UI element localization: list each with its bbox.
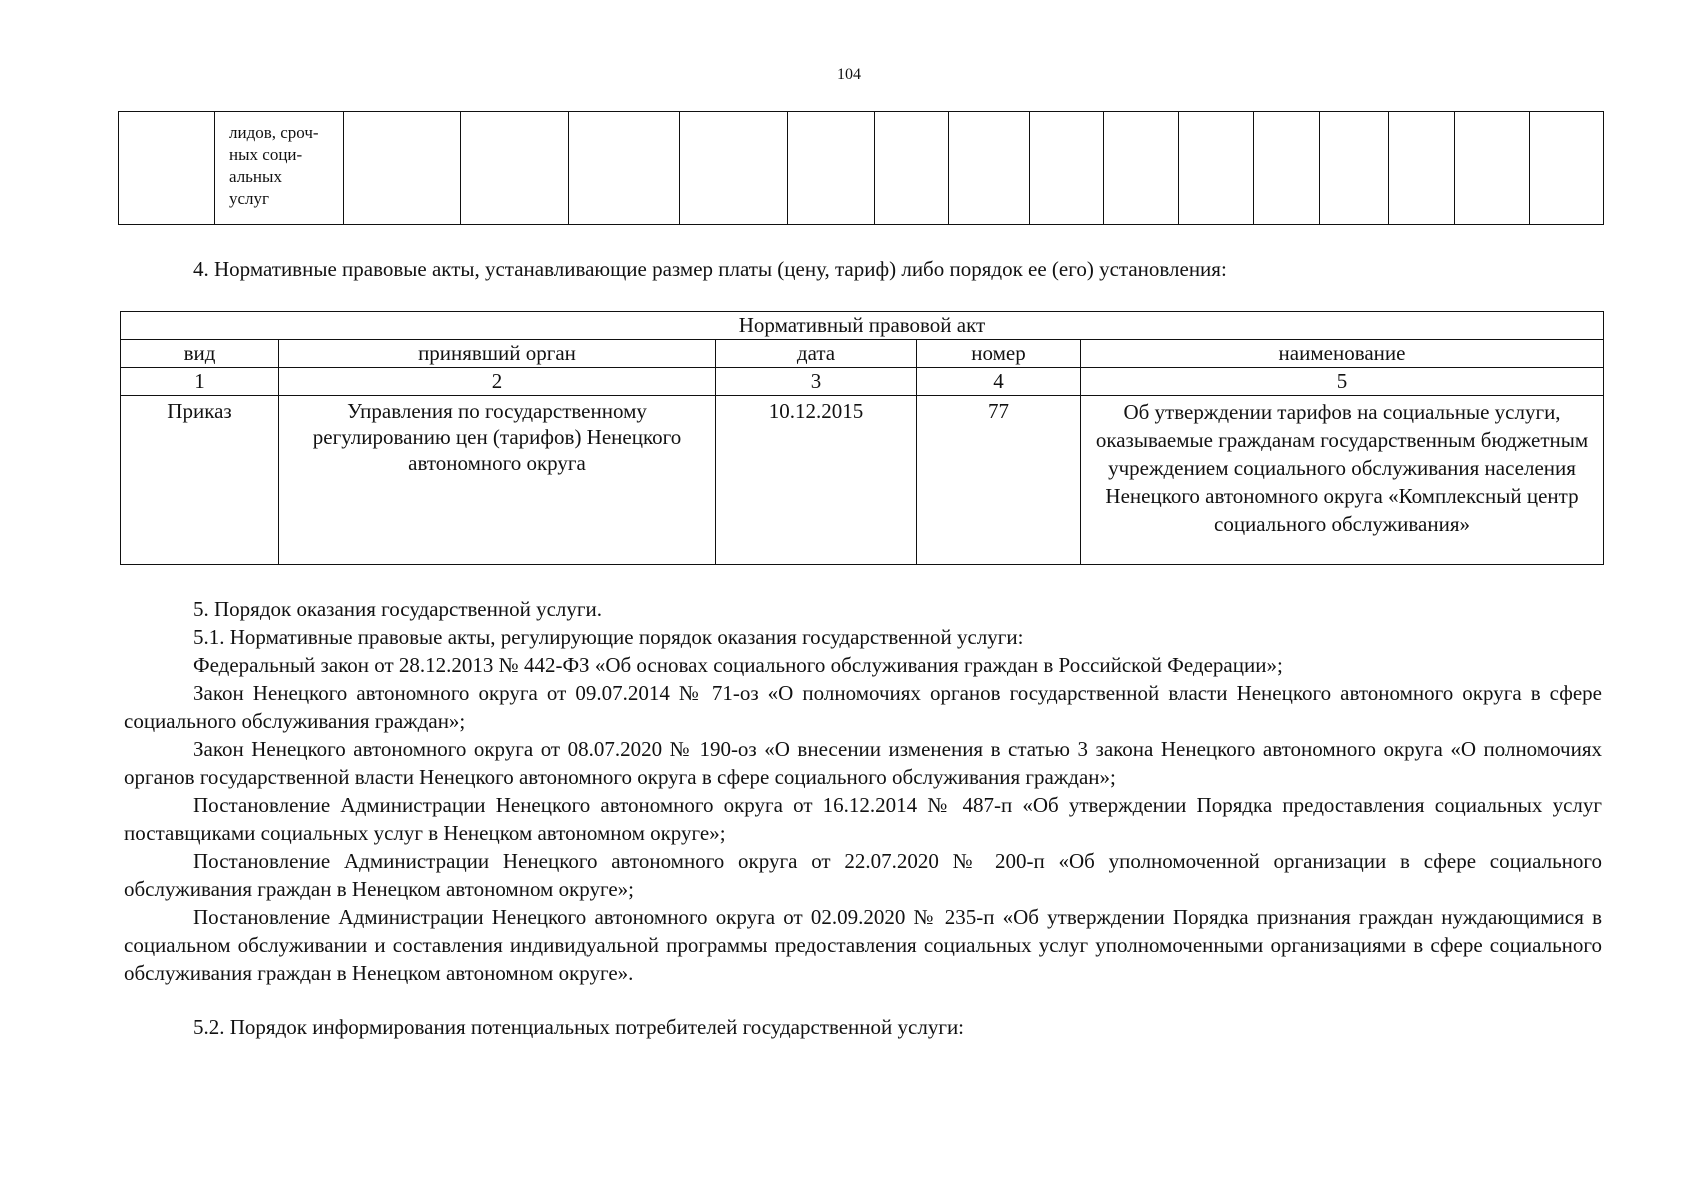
page-number: 104 xyxy=(837,66,861,83)
act-name-cell: Об утверждении тарифов на социальные услуги, оказываемые гражданам государственным бюджетным учреждением социального обслуживания населения Ненецкого автономного округа «Комплексный центр социального обслуживания» xyxy=(1081,396,1604,565)
section-5-2-heading: 5.2. Порядок информирования потенциальных потребителей государственной услуги: xyxy=(193,1015,965,1039)
table-row xyxy=(119,112,1604,225)
table-cell xyxy=(788,112,875,225)
column-numbers-row xyxy=(121,368,1604,396)
text-line: услуг xyxy=(229,189,270,208)
table-cell xyxy=(1254,112,1320,225)
legal-act-paragraph: Закон Ненецкого автономного округа от 08.07.2020 № 190-оз «О внесении изменения в статью 3 закона Ненецкого автономного округа «О полномочиях органов государственной власти Ненецкого автономного округа в сфере социального обслуживания граждан»; xyxy=(124,737,1602,789)
column-header-authority: принявший орган xyxy=(279,340,716,368)
column-header-date: дата xyxy=(716,340,917,368)
column-number: 4 xyxy=(917,368,1081,396)
text-line: ных соци- xyxy=(229,145,303,164)
text-line: лидов, сроч- xyxy=(229,123,319,142)
section-4-heading: 4. Нормативные правовые акты, устанавливающие размер платы (цену, тариф) либо порядок ее (его) установления: xyxy=(193,257,1227,281)
service-type-text xyxy=(215,112,343,210)
legal-act-paragraph: Постановление Администрации Ненецкого автономного округа от 02.09.2020 № 235-п «Об утверждении Порядка признания граждан нуждающимися в социальном обслуживании и составления индивидуальной программы предоставления социальных услуг уполномоченными организациями в сфере социального обслуживания граждан в Ненецком автономном округе». xyxy=(124,905,1602,985)
section-5-1-heading: 5.1. Нормативные правовые акты, регулирующие порядок оказания государственной услуги: xyxy=(193,625,1024,649)
column-header-name: наименование xyxy=(1081,340,1604,368)
act-type-cell: Приказ xyxy=(121,396,279,565)
table-cell xyxy=(680,112,788,225)
table-row xyxy=(121,396,1604,565)
legal-act-paragraph: Закон Ненецкого автономного округа от 09.07.2014 № 71-оз «О полномочиях органов государственной власти Ненецкого автономного округа в сфере социального обслуживания граждан»; xyxy=(124,681,1602,733)
table-cell xyxy=(461,112,569,225)
column-header-type: вид xyxy=(121,340,279,368)
continuation-table xyxy=(118,111,1604,225)
legal-act-paragraph: Постановление Администрации Ненецкого автономного округа от 16.12.2014 № 487-п «Об утверждении Порядка предоставления социальных услуг поставщиками социальных услуг в Ненецком автономном округе»; xyxy=(124,793,1602,845)
table-cell xyxy=(215,112,344,225)
column-number: 1 xyxy=(121,368,279,396)
table-cell xyxy=(569,112,680,225)
table-title-row xyxy=(121,312,1604,340)
normative-acts-table xyxy=(120,311,1604,565)
table-cell xyxy=(1530,112,1604,225)
legal-act-paragraph: Постановление Администрации Ненецкого автономного округа от 22.07.2020 № 200-п «Об уполномоченной организации в сфере социального обслуживания граждан в Ненецком автономном округе»; xyxy=(124,849,1602,901)
table-cell xyxy=(1389,112,1455,225)
table-cell xyxy=(1104,112,1179,225)
column-header-number: номер xyxy=(917,340,1081,368)
table-cell xyxy=(119,112,215,225)
column-number: 5 xyxy=(1081,368,1604,396)
act-authority-cell: Управления по государственному регулированию цен (тарифов) Ненецкого автономного округа xyxy=(279,396,716,565)
section-5-body xyxy=(124,595,1602,1041)
table-cell xyxy=(1455,112,1530,225)
table-title: Нормативный правовой акт xyxy=(121,312,1604,340)
text-line: альных xyxy=(229,167,282,186)
table-cell xyxy=(949,112,1030,225)
table-cell xyxy=(1320,112,1389,225)
act-date-cell: 10.12.2015 xyxy=(716,396,917,565)
table-cell xyxy=(1179,112,1254,225)
legal-act-paragraph: Федеральный закон от 28.12.2013 № 442-ФЗ «Об основах социального обслуживания граждан в Российской Федерации»; xyxy=(193,653,1283,677)
column-number: 2 xyxy=(279,368,716,396)
table-header-row xyxy=(121,340,1604,368)
table-cell xyxy=(875,112,949,225)
act-number-cell: 77 xyxy=(917,396,1081,565)
table-cell xyxy=(344,112,461,225)
section-5-heading: 5. Порядок оказания государственной услуги. xyxy=(193,597,602,621)
column-number: 3 xyxy=(716,368,917,396)
table-cell xyxy=(1030,112,1104,225)
